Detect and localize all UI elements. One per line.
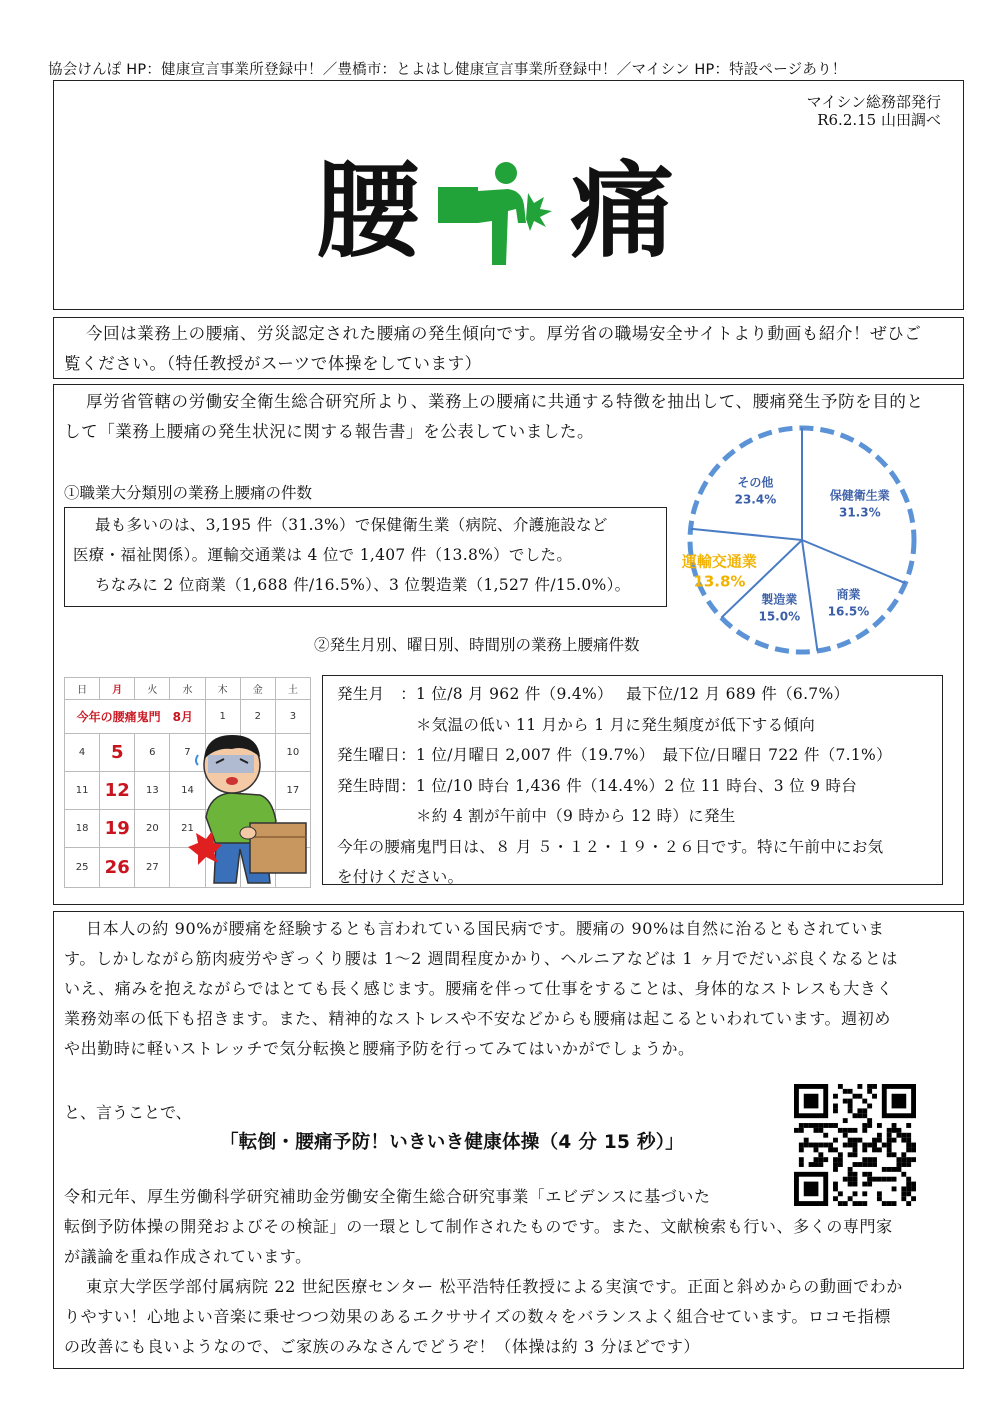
qr-module — [799, 1147, 804, 1152]
section1-line: 最も多いのは、3,195 件（31.3%）で保健衛生業（病院、介護施設など — [95, 516, 608, 534]
qr-module — [892, 1177, 897, 1182]
qr-module — [906, 1191, 911, 1196]
section2-line: ＊気温の低い 11 月から 1 月に発生頻度が低下する傾向 — [337, 715, 815, 734]
section1-line: 医療・福祉関係）。運輸交通業は 4 位で 1,407 件（13.8%）でした。 — [73, 546, 573, 564]
weekday-cell: 木 — [205, 678, 240, 700]
day-cell: 2 — [240, 700, 275, 734]
qr-module — [857, 1084, 862, 1089]
qr-module — [823, 1123, 828, 1128]
qr-module — [906, 1138, 911, 1143]
qr-module — [872, 1094, 877, 1099]
qr-module — [857, 1162, 862, 1167]
pie-slice-boundary — [691, 529, 802, 540]
qr-module — [848, 1104, 853, 1109]
qr-module — [887, 1147, 892, 1152]
qr-module — [906, 1147, 911, 1152]
calendar-area — [64, 677, 311, 887]
qr-module — [862, 1123, 867, 1128]
weekday-cell: 火 — [135, 678, 170, 700]
qr-module — [872, 1143, 877, 1148]
qr-module — [892, 1167, 897, 1172]
qr-module — [828, 1123, 833, 1128]
qr-module — [862, 1172, 867, 1177]
qr-module — [906, 1133, 911, 1138]
qr-module — [814, 1157, 819, 1162]
qr-module — [877, 1147, 882, 1152]
qr-module — [867, 1172, 872, 1177]
qr-module — [862, 1157, 867, 1162]
qr-module — [843, 1133, 848, 1138]
intro-box — [53, 317, 964, 379]
qr-module — [823, 1133, 828, 1138]
day-cell: 25 — [65, 848, 100, 888]
para2-line: 東京大学医学部付属病院 22 世紀医療センター 松平浩特任教授による実演です。正面と斜めからの動画でわか — [86, 1277, 903, 1296]
risk-day-cell: 26 — [100, 848, 135, 888]
qr-module — [911, 1196, 916, 1201]
qr-module — [906, 1162, 911, 1167]
qr-module — [814, 1147, 819, 1152]
qr-module — [804, 1138, 809, 1143]
qr-module — [911, 1143, 916, 1148]
para2-line: 令和元年、厚生労働科学研究補助金労働安全衛生総合研究事業「エビデンスに基づいた — [64, 1187, 711, 1206]
bottom-para2 — [64, 1182, 903, 1362]
qr-module — [848, 1172, 853, 1177]
pie-slice-label: 製造業 — [761, 592, 798, 607]
para1-line: や出勤時に軽いストレッチで気分転換と腰痛予防を行ってみてはいかがでしょうか。 — [64, 1039, 695, 1058]
qr-module — [828, 1147, 833, 1152]
qr-module — [857, 1094, 862, 1099]
pie-slice-label: 保健衛生業 — [829, 488, 890, 503]
section2-line: ＊約 4 割が午前中（9 時から 12 時）に発生 — [337, 807, 736, 825]
qr-module — [882, 1167, 887, 1172]
qr-module — [843, 1099, 848, 1104]
section2-line: を付けください。 — [337, 868, 464, 886]
qr-module — [853, 1152, 858, 1157]
weekday-cell: 月 — [100, 678, 135, 700]
qr-module — [853, 1138, 858, 1143]
qr-module — [814, 1123, 819, 1128]
qr-module — [818, 1123, 823, 1128]
qr-module — [843, 1143, 848, 1148]
qr-module — [853, 1094, 858, 1099]
qr-module — [843, 1089, 848, 1094]
qr-module — [848, 1138, 853, 1143]
qr-module — [833, 1147, 838, 1152]
section2-line: 発生月 ：1 位/8 月 962 件（9.4%） 最下位/12 月 689 件（6.7%） — [337, 685, 850, 703]
pie-slice-value: 15.0% — [758, 609, 801, 624]
qr-module — [823, 1157, 828, 1162]
weekday-cell: 水 — [170, 678, 205, 700]
qr-module — [804, 1123, 809, 1128]
qr-module — [911, 1182, 916, 1187]
qr-module — [848, 1152, 853, 1157]
weekday-cell: 日 — [65, 678, 100, 700]
qr-module — [828, 1143, 833, 1148]
qr-module — [892, 1128, 897, 1133]
qr-module — [887, 1133, 892, 1138]
qr-module — [848, 1089, 853, 1094]
publisher: マイシン総務部発行 — [806, 93, 941, 111]
bottom-para1 — [64, 914, 898, 1064]
qr-module — [867, 1162, 872, 1167]
qr-module — [833, 1138, 838, 1143]
section2-heading: ②発生月別、曜日別、時間別の業務上腰痛件数 — [314, 636, 640, 654]
qr-module — [901, 1133, 906, 1138]
day-cell: 20 — [135, 810, 170, 848]
para2-line: が議論を重ね作成されています。 — [64, 1247, 312, 1266]
qr-module — [911, 1157, 916, 1162]
qr-module — [853, 1143, 858, 1148]
qr-module — [818, 1152, 823, 1157]
qr-module — [877, 1177, 882, 1182]
qr-module — [896, 1128, 901, 1133]
qr-module — [867, 1123, 872, 1128]
qr-module — [892, 1138, 897, 1143]
qr-module — [892, 1152, 897, 1157]
para1-line: 業務効率の低下も招きます。また、精神的なストレスや不安などからも腰痛は起こるといわれています。週初め — [64, 1009, 891, 1028]
qr-module — [906, 1182, 911, 1187]
qr-module — [857, 1138, 862, 1143]
qr-module — [857, 1113, 862, 1118]
qr-module — [862, 1113, 867, 1118]
risk-day-cell: 19 — [100, 810, 135, 848]
section2-line: 今年の腰痛鬼門日は、８ 月 ５・１２・１９・２６日です。特に午前中にお気 — [337, 837, 884, 856]
report-line: して「業務上腰痛の発生状況に関する報告書」を公表していました。 — [64, 422, 595, 441]
qr-module — [862, 1143, 867, 1148]
qr-module — [906, 1123, 911, 1128]
qr-module — [814, 1128, 819, 1133]
qr-module — [853, 1113, 858, 1118]
qr-module — [887, 1167, 892, 1172]
qr-module — [867, 1104, 872, 1109]
qr-module — [862, 1099, 867, 1104]
qr-module — [843, 1177, 848, 1182]
qr-module — [843, 1118, 848, 1123]
back-pain-icon — [434, 157, 564, 269]
qr-module — [833, 1167, 838, 1172]
qr-module — [853, 1177, 858, 1182]
section1-box — [64, 507, 667, 607]
pie-slice-label: その他 — [737, 475, 774, 490]
weekday-cell: 金 — [240, 678, 275, 700]
para1-line: 日本人の約 90%が腰痛を経験するとも言われている国民病です。腰痛の 90%は自然に治るともされていま — [86, 919, 885, 938]
pie-slice-boundary — [802, 540, 905, 583]
qr-module — [848, 1177, 853, 1182]
qr-module — [901, 1172, 906, 1177]
qr-module — [896, 1157, 901, 1162]
qr-module — [887, 1128, 892, 1133]
qr-module — [882, 1177, 887, 1182]
qr-module — [838, 1128, 843, 1133]
qr-module — [833, 1162, 838, 1167]
qr-module — [848, 1099, 853, 1104]
day-cell: 10 — [275, 734, 310, 772]
date-author: R6.2.15 山田調べ — [817, 111, 941, 129]
lead-text: と、言うことで、 — [64, 1103, 192, 1122]
para1-line: す。しかしながら筋肉疲労やぎっくり腰は 1～2 週間程度かかり、ヘルニアなどは 1 ヶ月でだいぶ良くなるとは — [64, 949, 899, 968]
qr-module — [867, 1143, 872, 1148]
qr-module — [848, 1167, 853, 1172]
qr-module — [892, 1123, 897, 1128]
qr-module — [853, 1147, 858, 1152]
qr-module — [901, 1162, 906, 1167]
qr-module — [804, 1143, 809, 1148]
qr-module — [887, 1143, 892, 1148]
qr-module — [872, 1084, 877, 1089]
section2-box — [322, 675, 943, 885]
bottom-box — [53, 911, 964, 1369]
section2-line: 発生時間：1 位/10 時台 1,436 件（14.4%）2 位 11 時台、3 位 9 時台 — [337, 776, 858, 795]
qr-module — [833, 1104, 838, 1109]
qr-module — [838, 1152, 843, 1157]
pie-slice-value: 16.5% — [827, 604, 870, 619]
qr-module — [872, 1162, 877, 1167]
qr-module — [809, 1123, 814, 1128]
qr-module — [799, 1123, 804, 1128]
day-cell: 3 — [275, 700, 310, 734]
calendar-banner: 今年の腰痛鬼門 8月 — [65, 700, 206, 734]
pie-slice-value: 31.3% — [838, 505, 881, 520]
top-announcement: 協会けんぽ HP：健康宣言事業所登録中！／豊橋市：とよはし健康宣言事業所登録中！／マイシン HP：特設ページあり！ — [48, 62, 847, 78]
qr-module — [872, 1138, 877, 1143]
qr-module — [838, 1162, 843, 1167]
day-cell: 21 — [170, 810, 205, 848]
day-cell: 14 — [170, 772, 205, 810]
para2-line: りやすい！心地よい音楽に乗せつつ効果のあるエクササイズの数々をバランスよく組合せています。ロコモ指標 — [64, 1307, 891, 1326]
intro-line: 覧ください。（特任教授がスーツで体操をしています） — [64, 354, 482, 373]
day-cell: 11 — [65, 772, 100, 810]
qr-module — [872, 1147, 877, 1152]
qr-module — [901, 1138, 906, 1143]
qr-module — [867, 1118, 872, 1123]
qr-module — [799, 1128, 804, 1133]
day-cell: 27 — [135, 848, 170, 888]
qr-module — [877, 1133, 882, 1138]
risk-day-cell: 12 — [100, 772, 135, 810]
para2-line: の改善にも良いようなので、ご家族のみなさんでどうぞ！（体操は約 3 分ほどです） — [64, 1337, 701, 1356]
qr-module — [896, 1167, 901, 1172]
page-title — [316, 150, 716, 273]
qr-module — [862, 1162, 867, 1167]
qr-module — [823, 1143, 828, 1148]
qr-module — [833, 1123, 838, 1128]
qr-module — [814, 1143, 819, 1148]
qr-module — [867, 1177, 872, 1182]
pie-slice-value: 13.8% — [693, 572, 746, 591]
qr-module — [887, 1138, 892, 1143]
qr-module — [833, 1108, 838, 1113]
day-cell: 6 — [135, 734, 170, 772]
qr-module — [799, 1157, 804, 1162]
weekday-cell: 土 — [275, 678, 310, 700]
risk-day-cell: 5 — [100, 734, 135, 772]
industry-pie-chart — [674, 415, 954, 665]
qr-module — [809, 1162, 814, 1167]
qr-module — [906, 1143, 911, 1148]
exercise-video-title: 「転倒・腰痛予防！いきいき健康体操（4 分 15 秒）」 — [220, 1132, 685, 1153]
qr-module — [794, 1128, 799, 1133]
qr-module — [818, 1128, 823, 1133]
qr-module — [906, 1186, 911, 1191]
qr-module — [906, 1157, 911, 1162]
qr-module — [906, 1201, 911, 1206]
qr-module — [862, 1128, 867, 1133]
qr-module — [833, 1094, 838, 1099]
title-char-right: 痛 — [570, 150, 675, 272]
pie-slice-value: 23.4% — [734, 492, 777, 507]
qr-module — [799, 1162, 804, 1167]
qr-module — [911, 1147, 916, 1152]
qr-module — [838, 1084, 843, 1089]
day-cell: 13 — [135, 772, 170, 810]
qr-module — [882, 1143, 887, 1148]
section2-line: 発生曜日：1 位/月曜日 2,007 件（19.7%） 最下位/日曜日 722 件（7.1%） — [337, 746, 892, 764]
qr-module — [901, 1157, 906, 1162]
qr-module — [867, 1157, 872, 1162]
qr-module — [799, 1143, 804, 1148]
qr-module — [857, 1108, 862, 1113]
qr-module — [872, 1177, 877, 1182]
qr-module — [896, 1162, 901, 1167]
qr-module — [818, 1157, 823, 1162]
pie-slice-label: 商業 — [836, 587, 861, 602]
section1-heading: ①職業大分類別の業務上腰痛の件数 — [64, 484, 313, 502]
day-cell: 17 — [275, 772, 310, 810]
section1-line: ちなみに 2 位商業（1,688 件/16.5%）、3 位製造業（1,527 件/15.0%）。 — [95, 576, 631, 594]
qr-module — [833, 1157, 838, 1162]
qr-module — [867, 1084, 872, 1089]
qr-module — [901, 1152, 906, 1157]
qr-finder-core — [892, 1094, 907, 1109]
qr-module — [862, 1147, 867, 1152]
qr-module — [887, 1152, 892, 1157]
qr-module — [867, 1089, 872, 1094]
qr-module — [818, 1143, 823, 1148]
qr-module — [838, 1157, 843, 1162]
qr-module — [862, 1108, 867, 1113]
qr-module — [848, 1108, 853, 1113]
day-cell: 4 — [65, 734, 100, 772]
qr-module — [887, 1177, 892, 1182]
qr-module — [809, 1143, 814, 1148]
day-cell: 1 — [205, 700, 240, 734]
worker-with-box-illustration — [176, 725, 311, 887]
qr-module — [911, 1186, 916, 1191]
qr-module — [872, 1157, 877, 1162]
qr-module — [853, 1128, 858, 1133]
intro-line: 今回は業務上の腰痛、労災認定された腰痛の発生傾向です。厚労省の職場安全サイトより動画も紹介！ぜひご — [86, 324, 922, 343]
title-char-left: 腰 — [316, 150, 421, 272]
pie-slice-boundary — [802, 540, 817, 651]
para2-line: 転倒予防体操の開発およびその検証」の一環として制作されたものです。また、文献検索も行い、多くの専門家 — [64, 1217, 893, 1236]
qr-module — [877, 1123, 882, 1128]
qr-module — [896, 1133, 901, 1138]
day-cell: 18 — [65, 810, 100, 848]
header-box — [53, 80, 964, 310]
pie-slice-label: 運輸交通業 — [681, 552, 757, 571]
qr-module — [877, 1138, 882, 1143]
qr-module — [848, 1143, 853, 1148]
day-cell: 7 — [170, 734, 205, 772]
qr-finder-core — [804, 1094, 819, 1109]
intro-text — [64, 319, 921, 379]
qr-module — [848, 1128, 853, 1133]
qr-module — [853, 1162, 858, 1167]
qr-module — [814, 1162, 819, 1167]
qr-module — [843, 1128, 848, 1133]
report-box — [53, 384, 964, 905]
report-line: 厚労省管轄の労働安全衛生総合研究所より、業務上の腰痛に共通する特徴を抽出して、腰痛発生予防を目的と — [86, 392, 924, 411]
qr-module — [818, 1162, 823, 1167]
qr-module — [906, 1177, 911, 1182]
para1-line: いえ、痛みを抱えながらではとても長く感じます。腰痛を伴って仕事をすることは、身体的なストレスも大きく — [64, 979, 894, 998]
qr-module — [853, 1172, 858, 1177]
